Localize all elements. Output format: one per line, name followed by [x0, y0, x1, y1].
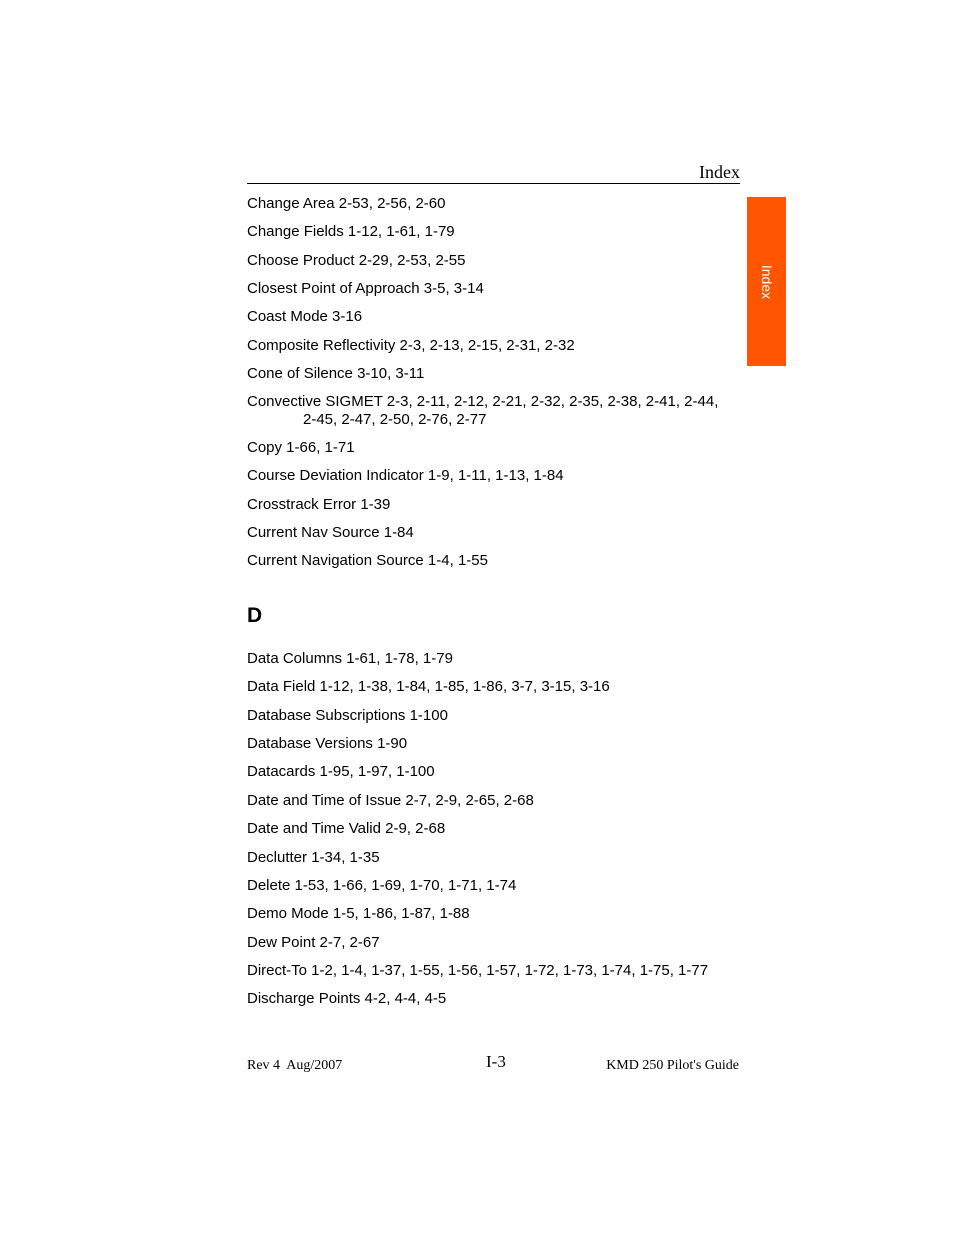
index-entry: Coast Mode 3-16 [247, 308, 363, 325]
index-entry: Crosstrack Error 1-39 [247, 496, 391, 513]
index-entry: Change Area 2-53, 2-56, 2-60 [247, 195, 446, 212]
index-side-tab [747, 197, 786, 366]
index-entry: Data Columns 1-61, 1-78, 1-79 [247, 650, 453, 667]
side-tab-label: Index [758, 264, 775, 299]
index-entry: Course Deviation Indicator 1-9, 1-11, 1-13, 1-84 [247, 467, 564, 484]
index-entry: Delete 1-53, 1-66, 1-69, 1-70, 1-71, 1-74 [247, 877, 517, 894]
page-header-title: Index [699, 162, 740, 182]
header-rule [247, 183, 740, 184]
index-entry: Copy 1-66, 1-71 [247, 439, 355, 456]
index-entry: Datacards 1-95, 1-97, 1-100 [247, 763, 435, 780]
index-entry: Demo Mode 1-5, 1-86, 1-87, 1-88 [247, 905, 470, 922]
index-entry: Cone of Silence 3-10, 3-11 [247, 365, 425, 382]
index-entry-continuation: 2-45, 2-47, 2-50, 2-76, 2-77 [303, 411, 487, 428]
section-letter-heading: D [247, 604, 263, 627]
index-entry: Declutter 1-34, 1-35 [247, 849, 380, 866]
index-entry: Choose Product 2-29, 2-53, 2-55 [247, 252, 466, 269]
index-entry: Date and Time Valid 2-9, 2-68 [247, 820, 446, 837]
index-entry: Date and Time of Issue 2-7, 2-9, 2-65, 2-68 [247, 792, 534, 809]
index-entry: Current Navigation Source 1-4, 1-55 [247, 552, 488, 569]
index-entry: Database Subscriptions 1-100 [247, 707, 448, 724]
index-entry: Closest Point of Approach 3-5, 3-14 [247, 280, 484, 297]
index-entry: Database Versions 1-90 [247, 735, 408, 752]
index-entry: Data Field 1-12, 1-38, 1-84, 1-85, 1-86, 3-7, 3-15, 3-16 [247, 678, 610, 695]
index-entry: Current Nav Source 1-84 [247, 524, 414, 541]
index-entry: Direct-To 1-2, 1-4, 1-37, 1-55, 1-56, 1-57, 1-72, 1-73, 1-74, 1-75, 1-77 [247, 962, 709, 979]
index-entry: Change Fields 1-12, 1-61, 1-79 [247, 223, 455, 240]
index-entry: Dew Point 2-7, 2-67 [247, 934, 380, 951]
footer-page-number: I-3 [486, 1052, 506, 1071]
index-entry: Discharge Points 4-2, 4-4, 4-5 [247, 990, 447, 1007]
footer-guide-title: KMD 250 Pilot's Guide [606, 1058, 739, 1073]
footer-revision: Rev 4 Aug/2007 [247, 1058, 343, 1073]
index-entry: Convective SIGMET 2-3, 2-11, 2-12, 2-21, 2-32, 2-35, 2-38, 2-41, 2-44, 2-45, 2-47, 2-50, 2-76, 2-77 [247, 393, 747, 429]
index-entry: Composite Reflectivity 2-3, 2-13, 2-15, 2-31, 2-32 [247, 337, 575, 354]
